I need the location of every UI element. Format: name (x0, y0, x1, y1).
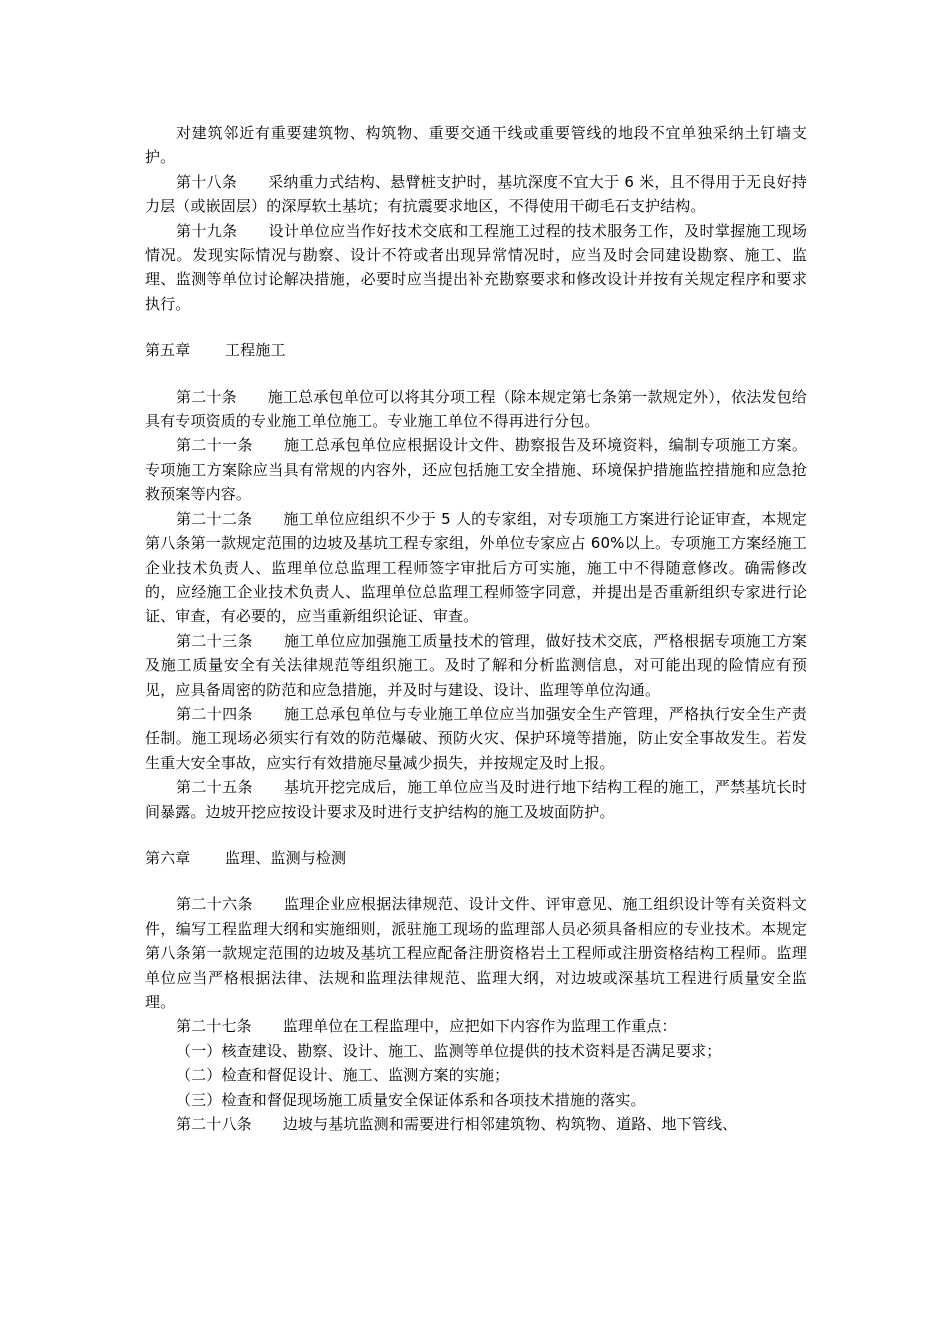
article-number: 第二十三条 (176, 631, 253, 650)
list-item (145, 1088, 807, 1112)
chapter-title: 监理、监测与检测 (225, 848, 347, 867)
article-number: 第二十二条 (176, 509, 253, 528)
document-page (145, 121, 807, 1136)
article-number: 第二十四条 (176, 704, 253, 723)
list-item-text: （一）核查建设、勘察、设计、施工、监测等单位提供的技术资料是否满足要求； (176, 1041, 722, 1060)
article-text: 施工单位应加强施工质量技术的管理，做好技术交底，严格根据专项施工方案及施工质量安全有关法律规范等组织施工。及时了解和分析监测信息，对可能出现的险情应有预见，应具备周密的防范和应急措施，并及时与建设、设计、监理等单位沟通。 (145, 631, 807, 699)
article-paragraph (145, 1014, 807, 1038)
article-number: 第二十五条 (176, 778, 253, 797)
article-text: 边坡与基坑监测和需要进行相邻建筑物、构筑物、道路、地下管线、 (282, 1115, 738, 1134)
article-text: 施工总承包单位与专业施工单位应当加强安全生产管理，严格执行安全生产责任制。施工现场必须实行有效的防范爆破、预防火灾、保护环境等措施，防止安全事故发生。若发生重大安全事故，应实行有效措施尽量减少损失，并按规定及时上报。 (145, 704, 807, 772)
article-paragraph (145, 170, 807, 219)
article-paragraph (145, 775, 807, 824)
article-text: 施工单位应组织不少于 5 人的专家组，对专项施工方案进行论证审查，本规定第八条第一款规定范围的边坡及基坑工程专家组，外单位专家应占 60%以上。专项施工方案经施工企业技术负责人、监理单位总监理工程师签字审批后方可实施，施工中不得随意修改。确需修改的，应经施工企业技术负责人、监理单位总监理工程师签字同意，并提出是否重新组织专家进行论证、审查，有必要的，应当重新组织论证、审查。 (145, 509, 807, 626)
chapter-number: 第五章 (145, 341, 191, 360)
article-paragraph (145, 507, 807, 629)
article-text: 施工总承包单位应根据设计文件、勘察报告及环境资料，编制专项施工方案。专项施工方案除应当具有常规的内容外，还应包括施工安全措施、环境保护措施监控措施和应急抢救预案等内容。 (145, 436, 807, 504)
list-item (145, 1039, 807, 1063)
article-paragraph (145, 385, 807, 434)
chapter-heading (145, 338, 807, 362)
article-number: 第十八条 (176, 172, 238, 191)
chapter-number: 第六章 (145, 848, 191, 867)
intro-paragraph (145, 121, 807, 170)
article-number: 第二十六条 (176, 895, 253, 914)
chapter-title: 工程施工 (225, 341, 286, 360)
article-text: 施工总承包单位可以将其分项工程（除本规定第七条第一款规定外），依法发包给具有专项资质的专业施工单位施工。专业施工单位不得再进行分包。 (145, 387, 808, 431)
article-number: 第二十八条 (176, 1115, 252, 1134)
article-text: 监理单位在工程监理中，应把如下内容作为监理工作重点： (282, 1017, 677, 1036)
article-paragraph (145, 892, 807, 1014)
article-paragraph (145, 629, 807, 702)
article-text: 基坑开挖完成后，施工单位应当及时进行地下结构工程的施工，严禁基坑长时间暴露。边坡开挖应按设计要求及时进行支护结构的施工及坡面防护。 (145, 778, 807, 821)
article-number: 第二十一条 (176, 436, 253, 455)
list-item-text: （二）检查和督促设计、施工、监测方案的实施； (176, 1066, 510, 1085)
article-paragraph (145, 433, 807, 506)
intro-text: 对建筑邻近有重要建筑物、构筑物、重要交通干线或重要管线的地段不宜单独采纳土钉墙支护。 (145, 124, 807, 167)
article-paragraph (145, 1112, 807, 1136)
article-text: 监理企业应根据法律规范、设计文件、评审意见、施工组织设计等有关资料文件，编写工程监理大纲和实施细则，派驻施工现场的监理部人员必须具备相应的专业技术。本规定第八条第一款规定范围的边坡及基坑工程应配备注册资格岩土工程师或注册资格结构工程师。监理单位应当严格根据法律、法规和监理法律规范、监理大纲，对边坡或深基坑工程进行质量安全监理。 (145, 895, 807, 1011)
article-number: 第二十七条 (176, 1017, 252, 1036)
chapter-heading (145, 846, 807, 870)
article-text: 设计单位应当作好技术交底和工程施工过程的技术服务工作，及时掌握施工现场情况。发现实际情况与勘察、设计不符或者出现异常情况时，应当及时会同建设勘察、施工、监理、监测等单位讨论解决措施，必要时应当提出补充勘察要求和修改设计并按有关规定程序和要求执行。 (145, 221, 807, 313)
list-item-text: （三）检查和督促现场施工质量安全保证体系和各项技术措施的落实。 (176, 1090, 646, 1109)
article-text: 采纳重力式结构、悬臂桩支护时，基坑深度不宜大于 6 米，且不得用于无良好持力层（或嵌固层）的深厚软土基坑；有抗震要求地区，不得使用干砌毛石支护结构。 (145, 172, 807, 216)
list-item (145, 1063, 807, 1087)
article-number: 第十九条 (176, 221, 238, 240)
article-paragraph (145, 219, 807, 317)
article-number: 第二十条 (176, 387, 237, 406)
article-paragraph (145, 702, 807, 775)
